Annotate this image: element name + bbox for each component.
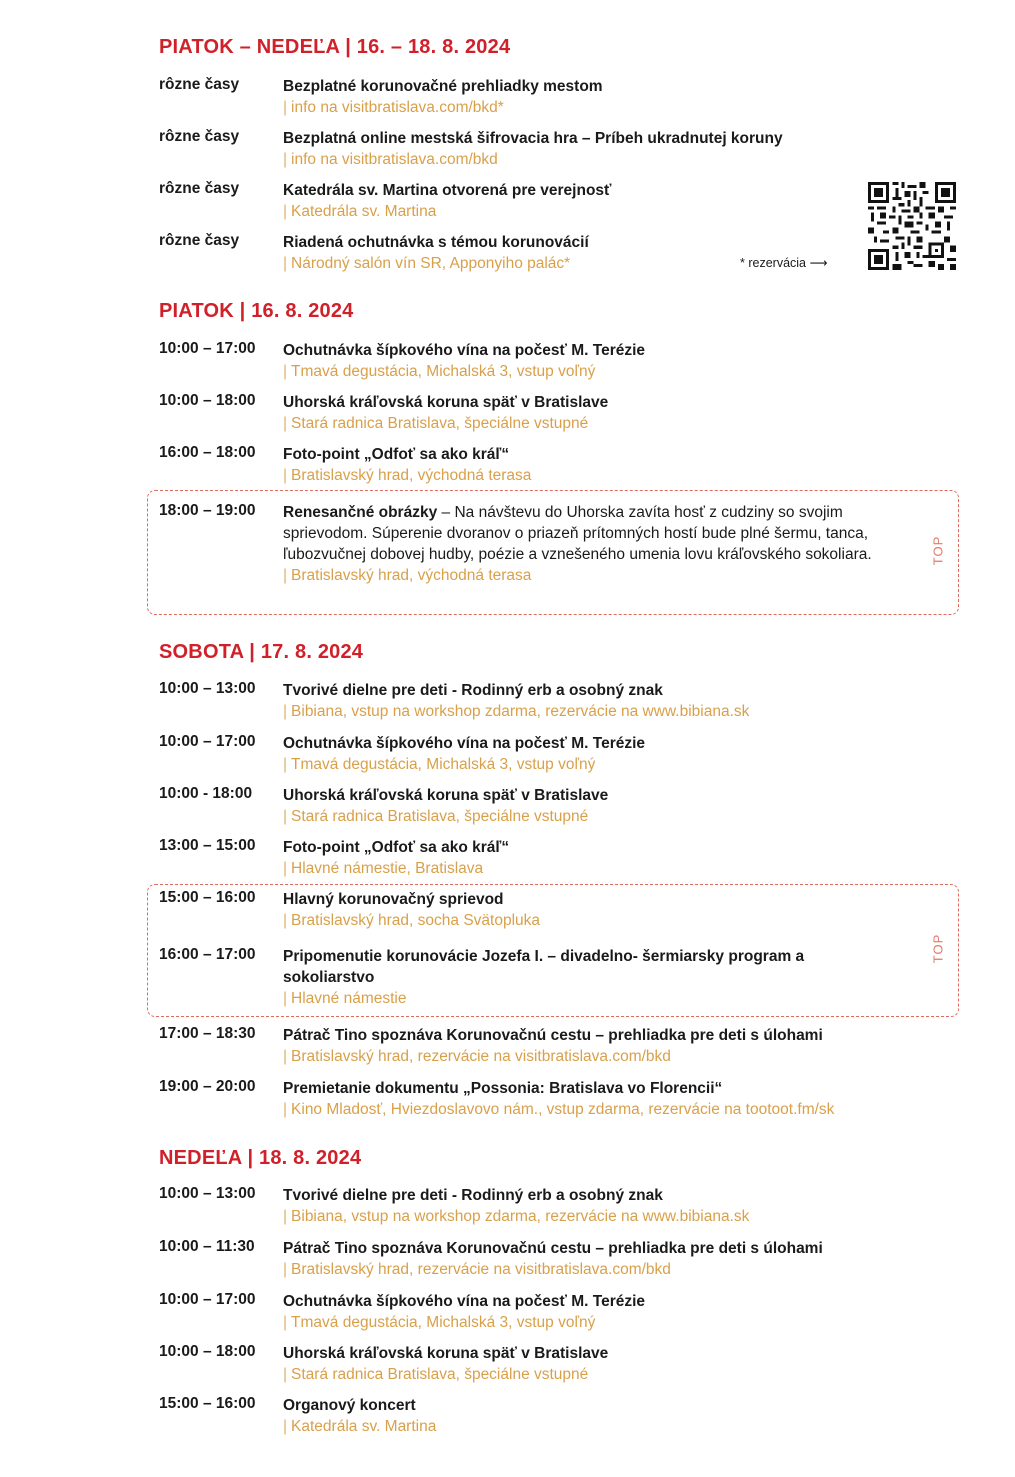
event-time: 10:00 – 13:00 — [159, 680, 256, 697]
event-time: 10:00 – 17:00 — [159, 733, 256, 750]
event-title: Tvorivé dielne pre deti - Rodinný erb a osobný znak — [283, 682, 663, 699]
event-title: Tvorivé dielne pre deti - Rodinný erb a osobný znak — [283, 1187, 663, 1204]
event-title: Foto-point „Odfoť sa ako kráľ“ — [283, 446, 510, 463]
day-heading: PIATOK | 16. 8. 2024 — [159, 300, 354, 322]
event-title: Uhorská kráľovská koruna späť v Bratislave — [283, 394, 609, 411]
event-title: Renesančné obrázky – Na návštevu do Uhorska zavíta hosť z cudziny so svojim sprievodom. Súperenie dvoranov o priazeň prítomných hostí bude plné šermu, tanca, ľubozvučnej dobovej hudby, poézie a vznešeného umenia lovu kráľovského sokoliara. — [283, 504, 872, 563]
event-time: 10:00 – 17:00 — [159, 1291, 256, 1308]
event-time: 16:00 – 18:00 — [159, 444, 256, 461]
event-location: | Bibiana, vstup na workshop zdarma, rezervácie na www.bibiana.sk — [283, 1208, 750, 1225]
event-location: | Katedrála sv. Martina — [283, 1418, 437, 1435]
event-location: | Bratislavský hrad, východná terasa — [283, 467, 532, 484]
event-location: | Bratislavský hrad, socha Svätopluka — [283, 912, 541, 929]
event-title: Bezplatné korunovačné prehliadky mestom — [283, 78, 603, 95]
event-title: Pátrač Tino spoznáva Korunovačnú cestu – prehliadka pre deti s úlohami — [283, 1240, 823, 1257]
event-location: | Bratislavský hrad, východná terasa — [283, 567, 532, 584]
event-location: | Tmavá degustácia, Michalská 3, vstup voľný — [283, 363, 596, 380]
event-time: rôzne časy — [159, 76, 240, 93]
event-time: rôzne časy — [159, 232, 240, 249]
event-time: 17:00 – 18:30 — [159, 1025, 256, 1042]
event-time: 10:00 – 18:00 — [159, 1343, 256, 1360]
event-title: Hlavný korunovačný sprievod — [283, 891, 504, 908]
event-location: | Stará radnica Bratislava, špeciálne vstupné — [283, 1366, 589, 1383]
event-title: Foto-point „Odfoť sa ako kráľ“ — [283, 839, 510, 856]
event-title: Pátrač Tino spoznáva Korunovačnú cestu – prehliadka pre deti s úlohami — [283, 1027, 823, 1044]
event-location: | Bratislavský hrad, rezervácie na visitbratislava.com/bkd — [283, 1261, 671, 1278]
event-time: 19:00 – 20:00 — [159, 1078, 256, 1095]
event-time: rôzne časy — [159, 128, 240, 145]
event-time: 10:00 - 18:00 — [159, 785, 253, 802]
event-title: Organový koncert — [283, 1397, 416, 1414]
day-heading: SOBOTA | 17. 8. 2024 — [159, 641, 364, 663]
qr-code-icon[interactable] — [868, 182, 956, 270]
day-heading: PIATOK – NEDEĽA | 16. – 18. 8. 2024 — [159, 36, 511, 58]
event-location: | Katedrála sv. Martina — [283, 203, 437, 220]
event-time: 15:00 – 16:00 — [159, 1395, 256, 1412]
event-location: | Tmavá degustácia, Michalská 3, vstup voľný — [283, 756, 596, 773]
event-location: | Národný salón vín SR, Apponyiho palác* — [283, 255, 571, 272]
top-label: TOP — [929, 535, 945, 566]
event-location: | Hlavné námestie, Bratislava — [283, 860, 484, 877]
event-description: – Na návštevu do Uhorska zavíta hosť z cudziny so svojim sprievodom. Súperenie dvoranov o priazeň prítomných hostí bude plné šermu, tanca, ľubozvučnej dobovej hudby, poézie a vznešeného umenia lovu kráľovského sokoliara. — [283, 504, 872, 563]
event-location: | Stará radnica Bratislava, špeciálne vstupné — [283, 415, 589, 432]
day-heading: NEDEĽA | 18. 8. 2024 — [159, 1147, 362, 1169]
event-title: Ochutnávka šípkového vína na počesť M. Terézie — [283, 342, 646, 359]
reservation-note: * rezervácia ⟶ — [740, 256, 828, 270]
event-location: | info na visitbratislava.com/bkd* — [283, 99, 504, 116]
event-time: 10:00 – 18:00 — [159, 392, 256, 409]
event-location: | Hlavné námestie — [283, 990, 407, 1007]
event-location: | info na visitbratislava.com/bkd — [283, 151, 498, 168]
event-time: rôzne časy — [159, 180, 240, 197]
top-label: TOP — [929, 933, 945, 964]
event-location: | Bratislavský hrad, rezervácie na visitbratislava.com/bkd — [283, 1048, 671, 1065]
event-location: | Tmavá degustácia, Michalská 3, vstup voľný — [283, 1314, 596, 1331]
event-title: Pripomenutie korunovácie Jozefa I. – divadelno- šermiarsky program a sokoliarstvo — [283, 948, 805, 986]
event-location: | Stará radnica Bratislava, špeciálne vstupné — [283, 808, 589, 825]
event-time: 16:00 – 17:00 — [159, 946, 256, 963]
event-time: 10:00 – 17:00 — [159, 340, 256, 357]
event-title: Ochutnávka šípkového vína na počesť M. Terézie — [283, 735, 646, 752]
event-title: Ochutnávka šípkového vína na počesť M. Terézie — [283, 1293, 646, 1310]
event-title: Bezplatná online mestská šifrovacia hra – Príbeh ukradnutej koruny — [283, 130, 783, 147]
event-time: 15:00 – 16:00 — [159, 889, 256, 906]
event-title: Riadená ochutnávka s témou korunovácií — [283, 234, 589, 251]
event-location: | Kino Mladosť, Hviezdoslavovo nám., vstup zdarma, rezervácie na tootoot.fm/sk — [283, 1101, 835, 1118]
event-title: Uhorská kráľovská koruna späť v Bratislave — [283, 1345, 609, 1362]
event-time: 10:00 – 13:00 — [159, 1185, 256, 1202]
event-time: 13:00 – 15:00 — [159, 837, 256, 854]
event-title: Uhorská kráľovská koruna späť v Bratislave — [283, 787, 609, 804]
event-location: | Bibiana, vstup na workshop zdarma, rezervácie na www.bibiana.sk — [283, 703, 750, 720]
event-title: Premietanie dokumentu „Possonia: Bratislava vo Florencii“ — [283, 1080, 723, 1097]
event-title: Katedrála sv. Martina otvorená pre verejnosť — [283, 182, 612, 199]
event-time: 18:00 – 19:00 — [159, 502, 256, 519]
event-time: 10:00 – 11:30 — [159, 1238, 255, 1255]
